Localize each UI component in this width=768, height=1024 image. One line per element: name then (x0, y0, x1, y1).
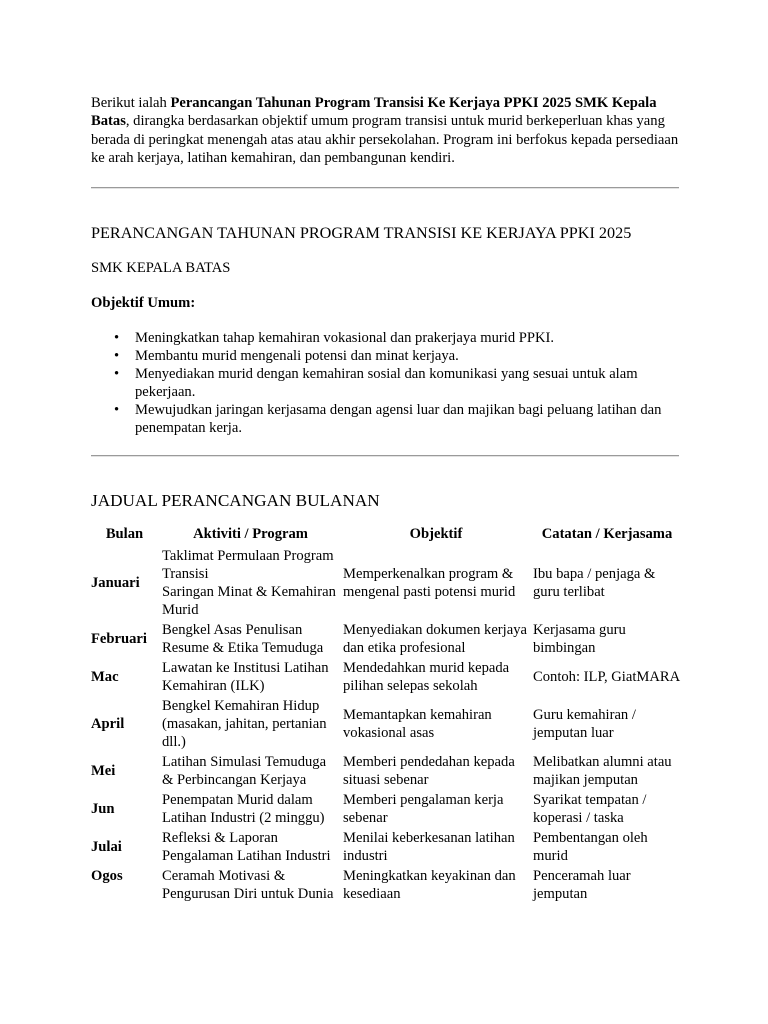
horizontal-rule (91, 187, 679, 189)
objective-cell: Meningkatkan keyakinan dan kesediaan (343, 867, 516, 902)
month-cell: Julai (91, 838, 122, 855)
table-row (89, 753, 683, 791)
activity-line: Taklimat Permulaan Program Transisi (162, 547, 334, 582)
objective-cell: Memberi pengalaman kerja sebenar (343, 791, 504, 826)
note-cell: Melibatkan alumni atau majikan jemputan (533, 753, 672, 788)
month-cell: Jun (91, 800, 115, 817)
table-row (89, 547, 683, 621)
objective-cell: Menilai keberkesanan latihan industri (343, 829, 515, 864)
activity-cell: Bengkel Kemahiran Hidup (masakan, jahitan, pertanian dll.) (162, 697, 327, 750)
objective-cell: Memberi pendedahan kepada situasi sebenar (343, 753, 515, 788)
table-row (89, 867, 683, 905)
objective-item: • Menyediakan murid dengan kemahiran sosial dan komunikasi yang sesuai untuk alam pekerjaan. (135, 365, 679, 401)
horizontal-rule (91, 455, 679, 457)
activity-cell: Latihan Simulasi Temuduga & Perbincangan Kerjaya (162, 753, 327, 788)
table-title: JADUAL PERANCANGAN BULANAN (91, 490, 380, 510)
table-row (89, 697, 683, 753)
month-cell: Ogos (91, 867, 123, 884)
column-header-activity: Aktiviti / Program (193, 525, 308, 542)
activity-cell (160, 547, 341, 621)
intro-prefix: Berikut ialah (91, 95, 171, 111)
table-row (89, 791, 683, 829)
month-cell: Januari (91, 574, 140, 591)
objective-cell: Menyediakan dokumen kerjaya dan etika profesional (343, 621, 527, 656)
table-row (89, 829, 683, 867)
school-name: SMK KEPALA BATAS (91, 259, 231, 276)
note-cell: Contoh: ILP, GiatMARA (533, 668, 681, 685)
objective-cell: Mendedahkan murid kepada pilihan selepas sekolah (343, 659, 510, 694)
table-row (89, 621, 683, 659)
month-cell: Mac (91, 668, 119, 685)
note-cell: Ibu bapa / penjaga & guru terlibat (533, 565, 656, 600)
month-cell: April (91, 715, 125, 732)
objective-cell: Memantapkan kemahiran vokasional asas (343, 706, 492, 741)
note-cell: Kerjasama guru bimbingan (533, 621, 626, 656)
table-header-row (89, 525, 683, 547)
intro-suffix: , dirangka berdasarkan objektif umum program transisi untuk murid berkeperluan khas yang berada di peringkat menengah atas atau akhir persekolahan. Program ini berfokus kepada persediaan ke arah kerjaya, latihan kemahiran, dan pembangunan kendiri. (91, 113, 679, 167)
monthly-plan-table (89, 525, 683, 905)
objectives-label: Objektif Umum: (91, 294, 196, 311)
main-title: PERANCANGAN TAHUNAN PROGRAM TRANSISI KE KERJAYA PPKI 2025 (91, 223, 632, 242)
objectives-list (91, 329, 679, 437)
note-cell: Syarikat tempatan / koperasi / taska (533, 791, 647, 826)
activity-cell: Bengkel Asas Penulisan Resume & Etika Temuduga (162, 621, 324, 656)
note-cell: Pembentangan oleh murid (533, 829, 648, 864)
objective-item: • Membantu murid mengenali potensi dan minat kerjaya. (135, 347, 679, 365)
activity-cell: Ceramah Motivasi & Pengurusan Diri untuk Dunia (162, 867, 334, 902)
intro-bold-title: Perancangan Tahunan Program Transisi Ke Kerjaya PPKI 2025 SMK Kepala Batas (91, 95, 657, 130)
objective-item: • Meningkatkan tahap kemahiran vokasional dan prakerjaya murid PPKI. (135, 329, 679, 347)
document-page (91, 94, 679, 905)
column-header-objective: Objektif (409, 525, 463, 542)
column-header-note: Catatan / Kerjasama (541, 525, 673, 542)
table-row (89, 659, 683, 697)
objective-item: • Mewujudkan jaringan kerjasama dengan agensi luar dan majikan bagi peluang latihan dan penempatan kerja. (135, 401, 679, 437)
activity-line: Saringan Minat & Kemahiran Murid (162, 583, 336, 618)
activity-cell: Penempatan Murid dalam Latihan Industri (2 minggu) (162, 791, 325, 826)
intro-paragraph (91, 94, 679, 168)
column-header-month: Bulan (105, 525, 144, 542)
month-cell: Februari (91, 630, 147, 647)
activity-cell: Lawatan ke Institusi Latihan Kemahiran (ILK) (162, 659, 329, 694)
objective-cell: Memperkenalkan program & mengenal pasti potensi murid (343, 565, 516, 600)
activity-cell: Refleksi & Laporan Pengalaman Latihan Industri (162, 829, 331, 864)
month-cell: Mei (91, 762, 116, 779)
note-cell: Guru kemahiran / jemputan luar (533, 706, 636, 741)
note-cell: Penceramah luar jemputan (533, 867, 631, 902)
